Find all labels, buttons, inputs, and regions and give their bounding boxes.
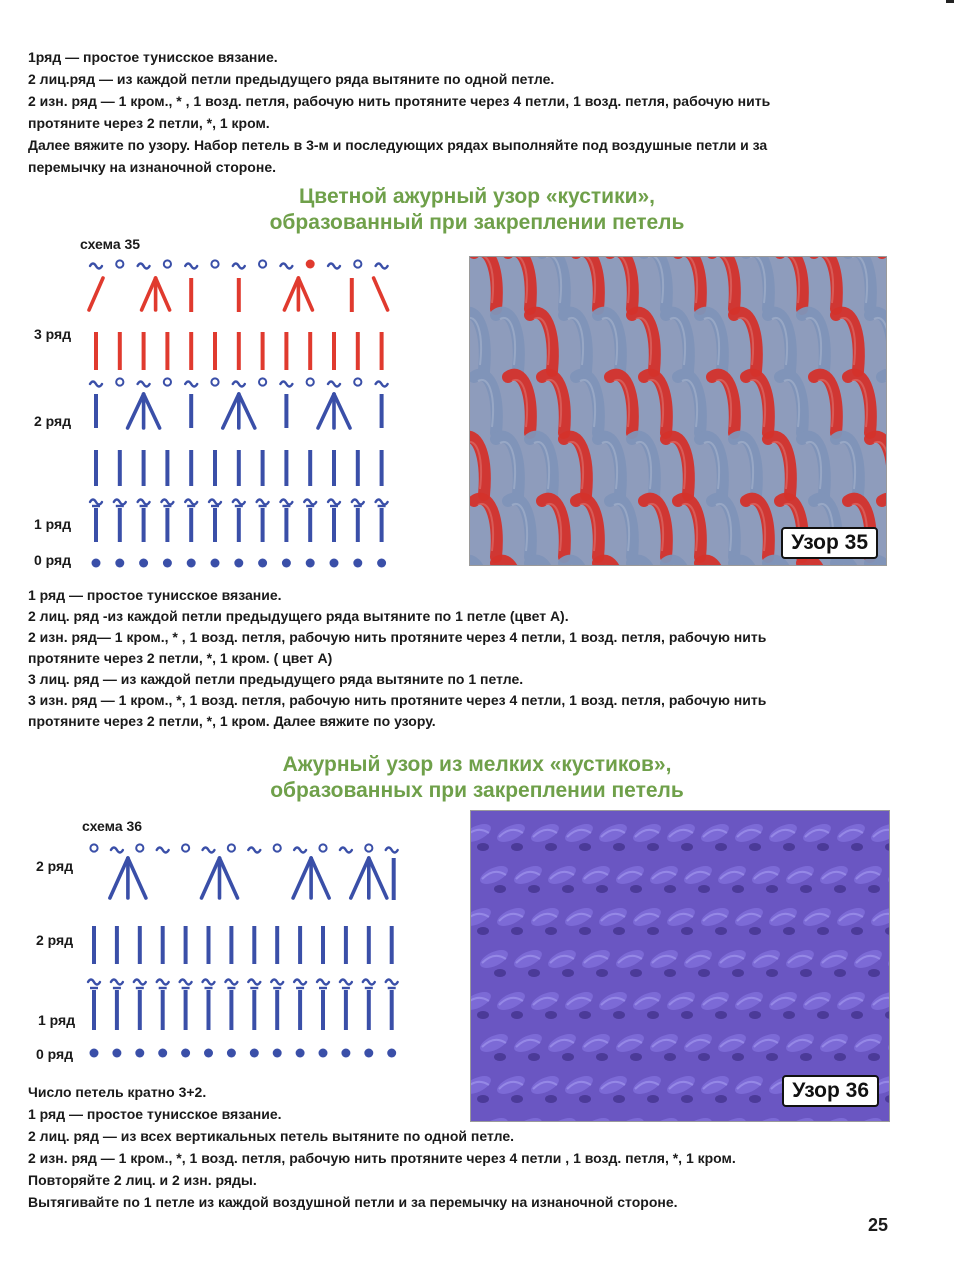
stitch-hole [800,885,812,893]
chain-loop-symbol [365,844,372,851]
decrease-leg [89,278,103,310]
stitch-hole [817,1011,829,1019]
chain-stitch-symbol [138,382,150,387]
stitch-hole [766,1053,778,1061]
section2-title [0,752,954,804]
stitch-hole [528,1053,540,1061]
chain-stitch-symbol [271,980,283,985]
stitch-hole [579,843,591,851]
chain-loop-symbol [211,378,218,385]
chain-loop-symbol [136,844,143,851]
chain-stitch-symbol [185,382,197,387]
chain-stitch-symbol [328,382,340,387]
cluster-leg [334,394,350,428]
cluster-leg [369,858,387,898]
chain-stitch-symbol [248,848,260,853]
stitch-hole [664,1053,676,1061]
instruction-line: протяните через 2 петли, *, 1 кром. Далее вяжите по узору. [28,713,436,729]
foundation-dot [187,559,196,568]
foundation-dot [296,1049,305,1058]
foundation-dot [135,1049,144,1058]
foundation-dot [330,559,339,568]
foundation-dot [353,559,362,568]
chain-stitch-symbol [363,980,375,985]
chain-stitch-symbol [376,264,388,269]
section2-instructions [28,1081,888,1213]
stitch-hole [868,1053,880,1061]
chain-loop-symbol [164,378,171,385]
foundation-dot [211,559,220,568]
chain-stitch-symbol [180,980,192,985]
section1-instructions [28,585,888,732]
stitch-hole [681,1011,693,1019]
chain-stitch-symbol [386,980,398,985]
foundation-dot [306,260,315,269]
cluster-leg [318,394,334,428]
stitch-hole [681,843,693,851]
row-label: 0 ряд [36,1046,74,1062]
knit-texture-35 [470,257,886,565]
scheme-36-diagram [84,838,414,1070]
stitch-hole [630,1053,642,1061]
chain-stitch-symbol [328,264,340,269]
chain-stitch-symbol [304,500,316,505]
chain-loop-symbol [90,844,97,851]
intro-text [28,46,908,178]
chain-stitch-symbol [317,980,329,985]
stitch-hole [715,1011,727,1019]
stitch-hole [511,927,523,935]
stitch-hole [834,885,846,893]
stitch-hole [851,927,863,935]
row-label: 2 ряд [36,932,74,948]
foundation-dot [364,1049,373,1058]
stitch-hole [749,1011,761,1019]
cluster-leg [298,278,312,310]
row-label: 2 ряд [36,858,74,874]
stitch-hole [698,885,710,893]
chain-stitch-symbol [376,500,388,505]
stitch-hole [732,969,744,977]
stitch-hole [800,969,812,977]
instruction-line: Вытягивайте по 1 петле из каждой воздушной петли и за перемычку на изнаночной стороне. [28,1194,678,1210]
stitch-hole [494,885,506,893]
stitch-hole [630,969,642,977]
instruction-line: Повторяйте 2 лиц. и 2 изн. ряды. [28,1172,257,1188]
stitch-hole [596,885,608,893]
corner-mark [946,0,954,3]
stitch-hole [579,927,591,935]
instruction-line: 2 лиц. ряд -из каждой петли предыдущего ряда вытяните по 1 петле (цвет А). [28,608,569,624]
stitch-hole [851,843,863,851]
chain-loop-symbol [259,260,266,267]
stitch-hole [766,969,778,977]
stitch-hole [545,1011,557,1019]
pattern-36-photo [470,810,890,1122]
instruction-line: Число петель кратно 3+2. [28,1084,207,1100]
chain-stitch-symbol [340,848,352,853]
intro-line: перемычку на изнаночной стороне. [28,159,276,175]
pattern-35-label: Узор 35 [781,527,878,559]
stitch-hole [698,1053,710,1061]
foundation-dot [92,559,101,568]
chain-loop-symbol [259,378,266,385]
foundation-dot [273,1049,282,1058]
intro-line: 2 лиц.ряд — из каждой петли предыдущего ряда вытяните по одной петле. [28,71,555,87]
stitch-hole [545,927,557,935]
chain-stitch-symbol [90,264,102,269]
cluster-leg [142,278,156,310]
row-label: 2 ряд [34,413,72,429]
stitch-hole [817,927,829,935]
instruction-line: 3 изн. ряд — 1 кром., *, 1 возд. петля, рабочую нить протяните через 4 петли, 1 возд. петля, рабочую нить [28,692,767,708]
chain-loop-symbol [354,378,361,385]
cluster-leg [110,858,128,898]
yarn-loop [870,561,886,565]
stitch-hole [477,927,489,935]
chain-stitch-symbol [257,500,269,505]
stitch-hole [834,1053,846,1061]
stitch-hole [511,1011,523,1019]
cluster-leg [156,278,170,310]
chain-stitch-symbol [111,980,123,985]
stitch-hole [868,885,880,893]
chain-stitch-symbol [233,500,245,505]
foundation-dot [139,559,148,568]
chain-stitch-symbol [203,848,215,853]
instruction-line: 1 ряд — простое тунисское вязание. [28,1106,282,1122]
chain-stitch-symbol [161,500,173,505]
stitch-hole [613,843,625,851]
chain-loop-symbol [274,844,281,851]
scheme-35-label: схема 35 [80,236,141,252]
chain-stitch-symbol [248,980,260,985]
foundation-dot [115,559,124,568]
row-label: 1 ряд [38,1012,76,1028]
pattern-35-photo [469,256,887,566]
chain-stitch-symbol [114,500,126,505]
stitch-hole [732,885,744,893]
foundation-dot [319,1049,328,1058]
stitch-hole [596,1053,608,1061]
stitch-hole [868,969,880,977]
stitch-hole [545,843,557,851]
chain-stitch-symbol [138,500,150,505]
chain-stitch-symbol [280,382,292,387]
stitch-hole [477,1011,489,1019]
stitch-hole [613,1011,625,1019]
stitch-hole [817,843,829,851]
stitch-hole [511,843,523,851]
chain-loop-symbol [182,844,189,851]
stitch-hole [528,969,540,977]
chain-stitch-symbol [340,980,352,985]
foundation-dot [387,1049,396,1058]
stitch-hole [664,969,676,977]
stitch-hole [800,1053,812,1061]
stitch-hole [613,927,625,935]
stitch-hole [766,885,778,893]
foundation-dot [234,559,243,568]
intro-line: 2 изн. ряд — 1 кром., * , 1 возд. петля, рабочую нить протяните через 4 петли, 1 возд. петля, рабочую нить [28,93,771,109]
stitch-hole [783,1011,795,1019]
section1-title-line1: Цветной ажурный узор «кустики», [298,185,656,208]
chain-loop-symbol [211,260,218,267]
cluster-leg [128,858,146,898]
chain-stitch-symbol [157,848,169,853]
cluster-leg [311,858,329,898]
scheme-36-label: схема 36 [82,818,143,834]
foundation-dot [306,559,315,568]
chain-stitch-symbol [157,980,169,985]
pattern-36-label: Узор 36 [782,1075,879,1107]
chain-stitch-symbol [185,264,197,269]
cluster-leg [239,394,255,428]
stitch-hole [647,927,659,935]
instruction-line: 1 ряд — простое тунисское вязание. [28,587,282,603]
stitch-hole [783,843,795,851]
stitch-hole [749,843,761,851]
row-label: 3 ряд [34,326,72,342]
stitch-hole [647,1011,659,1019]
stitch-hole [647,843,659,851]
stitch-hole [494,969,506,977]
chain-stitch-symbol [90,382,102,387]
chain-loop-symbol [164,260,171,267]
stitch-hole [851,1011,863,1019]
instruction-line: 3 лиц. ряд — из каждой петли предыдущего ряда вытяните по 1 петле. [28,671,524,687]
cluster-leg [223,394,239,428]
foundation-dot [341,1049,350,1058]
cluster-leg [202,858,220,898]
instruction-line: 2 изн. ряд— 1 кром., * , 1 возд. петля, рабочую нить протяните через 4 петли, 1 возд. петля, рабочую нить [28,629,767,645]
stitch-hole [562,969,574,977]
instruction-line: протяните через 2 петли, *, 1 кром. ( цвет А) [28,650,333,666]
stitch-hole [834,969,846,977]
cluster-leg [128,394,144,428]
row-label: 0 ряд [34,552,72,568]
stitch-hole [715,843,727,851]
chain-stitch-symbol [203,980,215,985]
chain-stitch-symbol [328,500,340,505]
stitch-hole [681,927,693,935]
stitch-hole [477,843,489,851]
foundation-dot [163,559,172,568]
chain-stitch-symbol [111,848,123,853]
cluster-leg [144,394,160,428]
intro-line: 1ряд — простое тунисское вязание. [28,49,278,65]
instruction-line: 2 лиц. ряд — из всех вертикальных петель вытяните по одной петле. [28,1128,515,1144]
chain-stitch-symbol [376,382,388,387]
foundation-dot [90,1049,99,1058]
chain-stitch-symbol [294,980,306,985]
stitch-hole [715,927,727,935]
stitch-hole [596,969,608,977]
chain-loop-symbol [354,260,361,267]
chain-stitch-symbol [294,848,306,853]
chain-loop-symbol [116,260,123,267]
cluster-leg [284,278,298,310]
stitch-hole [749,927,761,935]
chain-stitch-symbol [209,500,221,505]
decrease-leg [374,278,388,310]
stitch-hole [579,1011,591,1019]
cluster-leg [220,858,238,898]
chain-loop-symbol [116,378,123,385]
stitch-hole [732,1053,744,1061]
foundation-dot [227,1049,236,1058]
chain-stitch-symbol [352,500,364,505]
foundation-dot [112,1049,121,1058]
chain-loop-symbol [319,844,326,851]
stitch-hole [698,969,710,977]
section2-title-line2: образованных при закреплении петель [270,779,684,802]
stitch-hole [630,885,642,893]
foundation-dot [258,559,267,568]
foundation-dot [158,1049,167,1058]
chain-stitch-symbol [134,980,146,985]
stitch-hole [664,885,676,893]
section1-title-line2: образованный при закреплении петель [269,211,685,234]
foundation-dot [250,1049,259,1058]
stitch-hole [562,885,574,893]
chain-loop-symbol [228,844,235,851]
chain-stitch-symbol [233,382,245,387]
instruction-line: 2 изн. ряд — 1 кром., *, 1 возд. петля, рабочую нить протяните через 4 петли , 1 возд. петля, *, 1 кром. [28,1150,736,1166]
foundation-dot [377,559,386,568]
page-number: 25 [867,1215,888,1235]
cluster-leg [351,858,369,898]
intro-line: протяните через 2 петли, *, 1 кром. [28,115,270,131]
scheme-35-diagram [84,254,394,580]
chain-stitch-symbol [280,264,292,269]
chain-stitch-symbol [233,264,245,269]
foundation-dot [181,1049,190,1058]
cluster-leg [293,858,311,898]
stitch-hole [783,927,795,935]
intro-line: Далее вяжите по узору. Набор петель в 3-м и последующих рядах выполняйте под воздушные петли и за [28,137,768,153]
section2-title-line1: Ажурный узор из мелких «кустиков», [282,753,672,776]
chain-stitch-symbol [280,500,292,505]
foundation-dot [282,559,291,568]
chain-stitch-symbol [185,500,197,505]
stitch-hole [562,1053,574,1061]
foundation-dot [204,1049,213,1058]
chain-stitch-symbol [88,980,100,985]
stitch-hole [528,885,540,893]
chain-stitch-symbol [225,980,237,985]
chain-loop-symbol [307,378,314,385]
chain-stitch-symbol [138,264,150,269]
section1-title [0,184,954,236]
stitch-hole [494,1053,506,1061]
chain-stitch-symbol [90,500,102,505]
row-label: 1 ряд [34,516,72,532]
chain-stitch-symbol [386,848,398,853]
